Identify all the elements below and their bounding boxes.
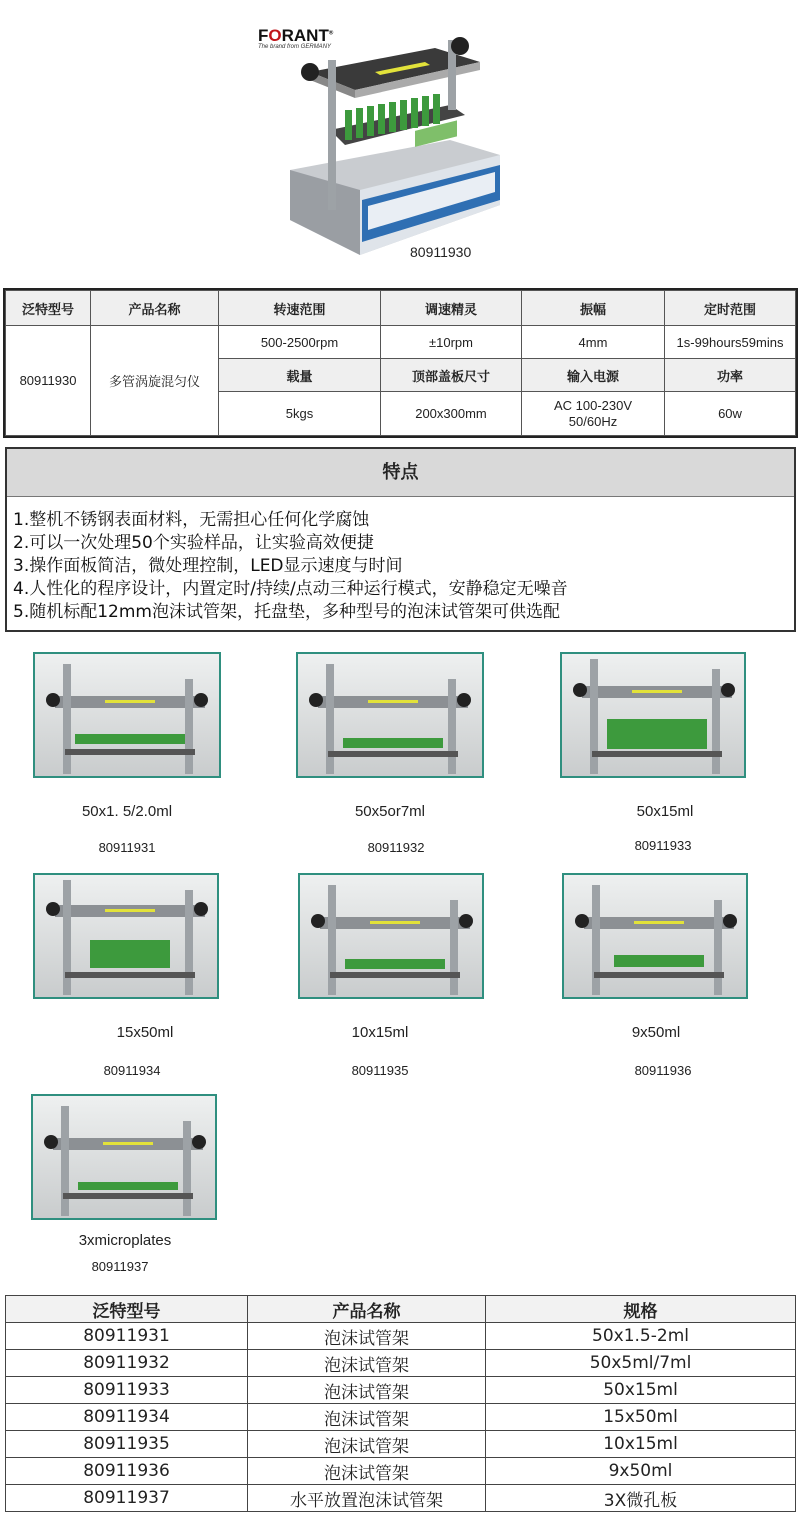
spec-header: 调速精灵 xyxy=(381,291,522,326)
accessory-table xyxy=(5,1295,796,1512)
rack-image xyxy=(31,1094,217,1220)
features-box xyxy=(5,447,796,632)
rack-code: 80911936 xyxy=(634,1063,692,1078)
feature-item: 5.随机标配12mm泡沫试管架，托盘垫，多种型号的泡沫试管架可供选配 xyxy=(13,602,560,622)
rack-image xyxy=(562,873,748,999)
spec-header: 载量 xyxy=(219,359,381,392)
spec-value: 4mm xyxy=(522,326,665,359)
rack-code: 80911935 xyxy=(351,1063,409,1078)
rack-code: 80911932 xyxy=(367,840,425,855)
rack-image xyxy=(33,873,219,999)
accessory-header: 泛特型号 xyxy=(6,1296,248,1323)
spec-value: 1s-99hours59mins xyxy=(665,326,796,359)
spec-header: 泛特型号 xyxy=(6,291,91,326)
rack-image xyxy=(33,652,221,778)
spec-value: AC 100-230V 50/60Hz xyxy=(522,392,665,436)
rack-label: 3xmicroplates xyxy=(78,1232,172,1249)
spec-value: 200x300mm xyxy=(381,392,522,436)
spec-model: 80911930 xyxy=(6,326,91,436)
feature-item: 1.整机不锈钢表面材料，无需担心任何化学腐蚀 xyxy=(13,510,370,530)
rack-label: 15x50ml xyxy=(116,1024,174,1041)
spec-header: 产品名称 xyxy=(91,291,219,326)
rack-label: 50x5or7ml xyxy=(354,803,426,820)
spec-header: 转速范围 xyxy=(219,291,381,326)
rack-label: 50x1. 5/2.0ml xyxy=(81,803,173,820)
spec-header: 顶部盖板尺寸 xyxy=(381,359,522,392)
product-hero xyxy=(250,20,520,270)
table-row: 80911932 泡沫试管架 50x5ml/7ml xyxy=(6,1350,796,1377)
table-row: 80911933 泡沫试管架 50x15ml xyxy=(6,1377,796,1404)
rack-code: 80911937 xyxy=(91,1259,149,1274)
features-list xyxy=(7,497,794,624)
spec-header: 定时范围 xyxy=(665,291,796,326)
spec-header: 振幅 xyxy=(522,291,665,326)
rack-label: 50x15ml xyxy=(636,803,694,820)
table-row: 80911937 水平放置泡沫试管架 3X微孔板 xyxy=(6,1485,796,1512)
brand-logo: FORANT® The brand from GERMANY xyxy=(258,26,334,50)
rack-image xyxy=(560,652,746,778)
spec-header: 功率 xyxy=(665,359,796,392)
feature-item: 2.可以一次处理50个实验样品，让实验高效便捷 xyxy=(13,533,374,553)
hero-model-number: 80911930 xyxy=(410,244,472,260)
spec-product-name: 多管涡旋混匀仪 xyxy=(91,326,219,436)
vortex-mixer-image xyxy=(250,20,520,270)
table-row: 80911936 泡沫试管架 9x50ml xyxy=(6,1458,796,1485)
rack-image xyxy=(296,652,484,778)
spec-table xyxy=(5,290,796,436)
spec-value: 5kgs xyxy=(219,392,381,436)
table-row: 80911934 泡沫试管架 15x50ml xyxy=(6,1404,796,1431)
spec-value: 60w xyxy=(665,392,796,436)
feature-item: 3.操作面板简洁，微处理控制，LED显示速度与时间 xyxy=(13,556,403,576)
accessory-header: 规格 xyxy=(486,1296,796,1323)
rack-image xyxy=(298,873,484,999)
spec-value: 500-2500rpm xyxy=(219,326,381,359)
rack-code: 80911931 xyxy=(98,840,156,855)
rack-code: 80911933 xyxy=(634,838,692,853)
table-row: 80911935 泡沫试管架 10x15ml xyxy=(6,1431,796,1458)
rack-label: 10x15ml xyxy=(351,1024,409,1041)
feature-item: 4.人性化的程序设计，内置定时/持续/点动三种运行模式，安静稳定无噪音 xyxy=(13,579,568,599)
spec-value: ±10rpm xyxy=(381,326,522,359)
rack-label: 9x50ml xyxy=(631,1024,681,1041)
features-title: 特点 xyxy=(7,449,794,497)
accessory-header: 产品名称 xyxy=(248,1296,486,1323)
table-row: 80911931 泡沫试管架 50x1.5-2ml xyxy=(6,1323,796,1350)
spec-header: 输入电源 xyxy=(522,359,665,392)
rack-code: 80911934 xyxy=(103,1063,161,1078)
